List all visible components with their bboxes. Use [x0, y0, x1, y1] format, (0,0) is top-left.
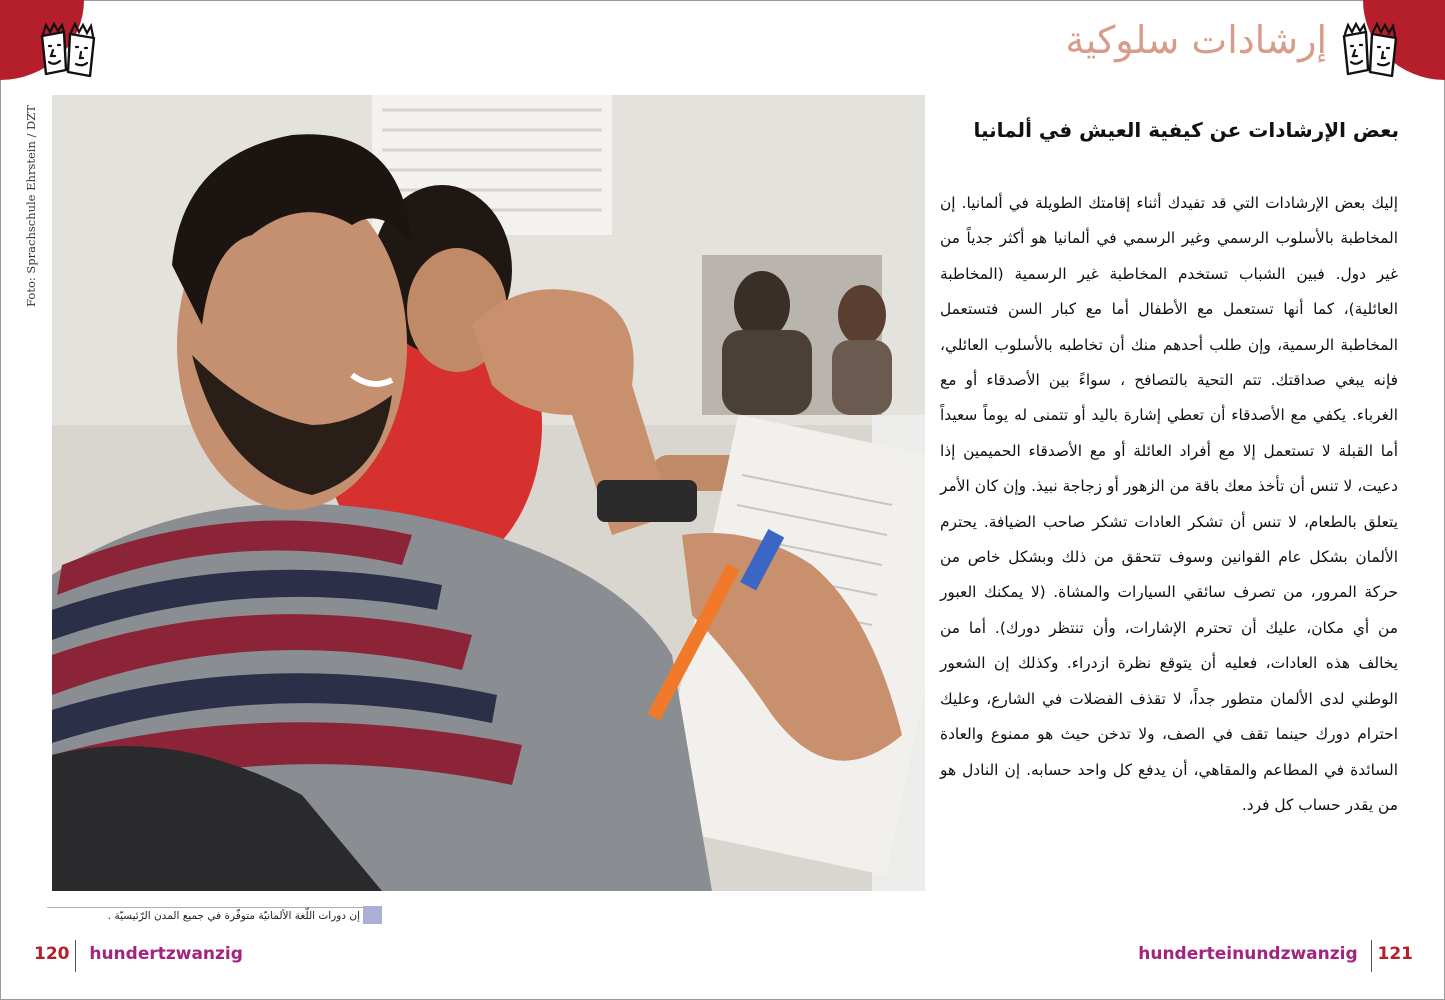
footer-divider-right: [1371, 940, 1372, 972]
section-heading: بعض الإرشادات عن كيفية العيش في ألمانيا: [973, 118, 1399, 142]
page-number-right: 121: [1377, 944, 1413, 964]
classroom-photo: [52, 95, 925, 891]
body-text: [940, 186, 1398, 823]
classroom-photo-illustration: [52, 95, 925, 891]
photo-credit: [24, 96, 38, 316]
body-paragraph: إليك بعض الإرشادات التي قد تفيدك أثناء إقامتك الطويلة في ألمانيا. إن المخاطبة بالأسلوب الرسمي وغير الرسمي في ألمانيا هو أكثر جدياً من غير دول. فبين الشباب تستخدم المخاطبة غير الرسمية (المخاطبة العائلية)، كما أنها تستعمل مع الأطفال أما مع كبار السن فتستعمل المخاطبة الرسمية، وإن طلب أحدهم منك أن تخاطبه بالأسلوب العائلي، فإنه يبغي صداقتك. تتم التحية بالتصافح ، سواءً بين الأصدقاء أو مع الغرباء. يكفي مع الأصدقاء أن تعطي إشارة باليد أو تتمنى له يوماً سعيداً أما القبلة لا تستعمل إلا مع أفراد العائلة أو مع الأصدقاء الحميمين إذا دعيت، لا تنس أن تأخذ معك باقة من الزهور أو زجاجة نبيذ. وإن كان الأمر يتعلق بالطعام، لا تنس أن تشكر العادات تشكر صاحب الضيافة. يحترم الألمان بشكل عام القوانين وسوف تتحقق من ذلك وبشكل خاص من حركة المرور، من تصرف سائقي السيارات والمشاة. (لا يمكنك العبور من أي مكان، عليك أن تحترم الإشارات، وأن تنتظر دورك). أما من يخالف هذه العادات، فعليه أن يتوقع نظرة ازدراء. وكذلك إن الشعور الوطني لدى الألمان متطور جداً، لا تقذف الفضلات في الشارع، وعليك احترام دورك حينما تقف في الصف، ولا تدخن حيث هو ممنوع والعادة السائدة في المطاعم والمقاهي، أن يدفع كل واحد حسابه. إن النادل هو من يقدر حساب كل فرد.: [940, 194, 1398, 814]
faces-icon: [36, 16, 102, 82]
page-title: إرشادات سلوكية: [1065, 18, 1327, 62]
footer-left: [34, 944, 243, 964]
page-word-left: hundertzwanzig: [89, 944, 243, 964]
page-number-left: 120: [34, 944, 70, 964]
page-word-right: hunderteinundzwanzig: [1138, 944, 1358, 964]
caption-rule: [47, 907, 382, 908]
photo-caption: إن دورات اللّغة الألمانيّة متوفّرة في جميع المدن الرّئيسيّة .: [107, 910, 360, 922]
caption-marker: [363, 906, 382, 924]
photo-credit-text: Foto: Sprachschule Ehrstein / DZT: [24, 105, 38, 307]
footer-divider-left: [75, 940, 76, 972]
faces-icon: [1338, 16, 1404, 82]
